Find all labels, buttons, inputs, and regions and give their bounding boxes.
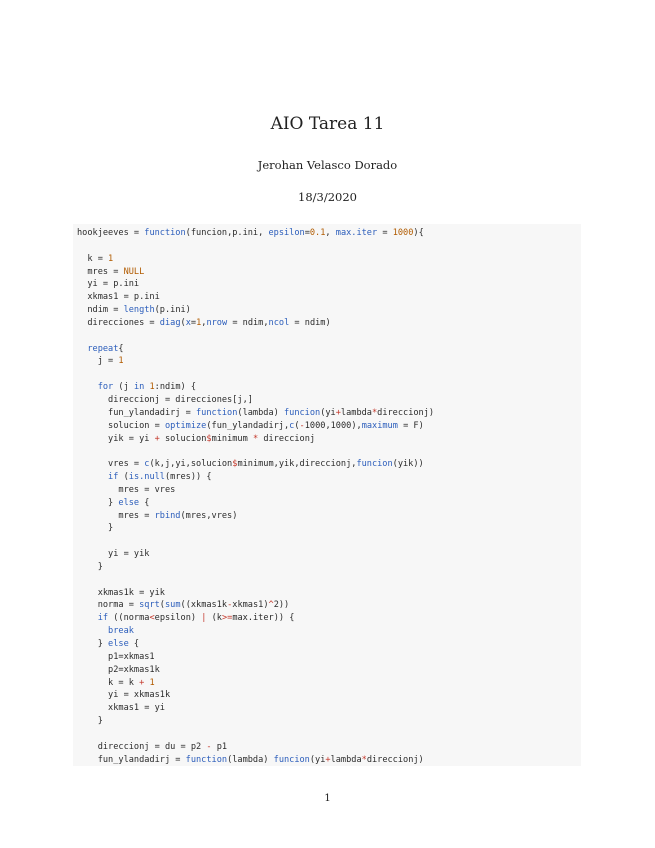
code-token: { [128,639,140,649]
code-line [77,278,581,291]
code-token: ^ [268,600,274,611]
code-token: ( [118,472,129,483]
code-token: | [201,613,207,624]
code-token: { [139,497,150,508]
code-token: xkmas1 = p.ini [77,292,160,303]
code-token: fun_ylandadirj = [77,407,196,418]
code-token: ( [294,420,300,431]
code-token: 1 [149,677,155,688]
code-token: = [190,317,197,328]
code-token: optimize [164,420,207,431]
code-token: yik = yi [77,433,155,444]
code-token: * [371,407,378,418]
code-line [77,638,581,651]
code-token: k = k [77,677,140,688]
page-number: 1 [324,793,331,804]
code-token: vres = [77,459,145,470]
code-token: is.null [128,472,165,483]
code-token: } [77,497,119,508]
code-token: yi = xkmas1k [77,690,171,701]
code-line [77,407,581,420]
code-token: sum [164,600,181,611]
code-token: :ndim) { [154,382,197,393]
code-token: in [133,382,145,393]
code-token [77,472,108,482]
code-token: p1 [211,741,228,752]
code-token: direccionj) [377,407,435,418]
code-token: (j [113,382,134,393]
code-token: } [77,716,103,727]
code-token [77,626,108,636]
code-line [77,433,581,446]
code-token: (fun_ylandadirj, [206,420,290,431]
code-token: ndim = [77,305,124,316]
code-line [77,535,581,548]
code-token: (lambda) [237,407,284,418]
code-token: mres = [77,510,155,521]
code-token: repeat [87,343,119,354]
code-token: 1 [108,253,114,264]
document-title: AIO Tarea 11 [270,114,385,134]
code-token: c [144,459,150,470]
code-line [77,368,581,381]
code-token: = F) [397,420,424,431]
code-line [77,574,581,587]
code-token: = ndim, [227,317,269,328]
code-token: xkmas1) [232,600,269,611]
code-token: lambda [340,407,372,418]
code-line [77,343,581,356]
code-line [77,266,581,279]
code-token: , [325,420,331,431]
code-token: (k,j,yi,solucion [149,459,233,470]
code-token: ((xkmas1k [180,600,228,611]
code-token: $ [232,459,238,470]
code-line [77,317,581,330]
code-token: (yi [320,407,336,418]
code-token: break [108,626,134,637]
code-token: p2=xkmas1k [77,664,160,675]
code-line [77,599,581,612]
code-line [77,304,581,317]
code-block [73,224,581,766]
code-token: = [377,228,393,238]
code-line [77,548,581,561]
code-token: else [108,639,129,649]
code-line [77,381,581,394]
code-token: hookjeeves = [77,228,145,238]
code-token: diag [159,317,181,328]
code-token: norma = [77,600,140,611]
code-token: , [325,228,336,238]
code-token: >= [221,613,233,624]
code-token: nrow [206,317,228,328]
code-token: } [77,561,103,572]
code-line [77,741,581,754]
code-token: max.iter [335,228,378,238]
code-token: if [97,613,109,624]
code-token: for [97,382,114,393]
code-token: epsilon) [154,613,202,624]
code-token: ( [159,600,165,611]
code-token: else [118,497,140,508]
code-token: ((norma [108,613,150,624]
code-line [77,330,581,343]
code-token: minimum,yik,direccionj, [237,459,357,470]
code-token: funcion [273,754,310,765]
code-token: max.iter)) { [232,613,295,624]
code-token: 1 [196,317,202,328]
code-token [77,613,98,623]
code-token: maximum [361,420,398,431]
code-token: function [144,228,186,238]
code-line [77,484,581,497]
code-token: 1000 [392,228,414,238]
code-line [77,510,581,523]
code-token: xkmas1k = yik [77,587,165,598]
code-line [77,445,581,458]
code-token: funcion [283,407,321,418]
code-line [77,612,581,625]
code-token: (yik)) [392,459,424,470]
code-token: $ [206,433,212,444]
code-line [77,227,581,240]
code-token: (funcion,p.ini, [185,228,269,238]
code-token: 0.1 [309,228,326,238]
code-token [77,344,87,354]
code-token: direccionj [258,433,316,444]
code-token: - [299,420,305,431]
code-line [77,754,581,766]
code-line [77,651,581,664]
code-token: 1 [118,356,124,367]
code-token: - [206,741,212,752]
code-token: ncol [268,317,290,328]
code-line [77,394,581,407]
code-line [77,677,581,690]
code-line [77,253,581,266]
code-token: minimum [211,433,253,444]
code-token: { [118,343,124,354]
code-token: mres = vres [77,484,176,495]
code-token: * [361,754,367,765]
code-token: 1000 [330,420,352,431]
code-token: ), [351,420,362,431]
code-line [77,497,581,510]
code-token: ){ [413,228,424,238]
code-token: NULL [123,266,145,277]
code-line [77,240,581,253]
code-line [77,471,581,484]
code-line [77,355,581,368]
code-line [77,420,581,433]
code-token: function [196,407,238,418]
code-token: < [149,613,155,624]
code-token: = ndim) [289,317,331,328]
code-token: } [77,523,114,534]
code-token: length [123,305,155,316]
code-line [77,689,581,702]
code-token: + [154,433,160,444]
code-token: mres = [77,266,124,277]
code-token: direccionj = direcciones[j,] [77,394,253,405]
code-token: solucion = [77,420,165,431]
code-token: 2 [273,600,279,611]
code-token: , [201,317,207,328]
document-date: 18/3/2020 [298,190,357,204]
code-token: )) [278,600,290,611]
code-token: direccionj) [366,754,424,765]
code-token: (mres,vres) [180,510,238,521]
code-token: + [335,407,341,418]
code-token: direcciones = [77,317,160,328]
code-token: c [289,420,295,431]
code-token: xkmas1 = yi [77,703,165,714]
code-line [77,458,581,471]
code-token: (yi [309,754,326,765]
code-token: (k [206,613,222,624]
code-token: yi = p.ini [77,279,140,290]
code-token: ( [180,317,186,328]
code-token: direccionj = du = p2 [77,741,207,752]
code-token: k = [77,253,109,264]
code-token: rbind [154,510,181,521]
code-line [77,625,581,638]
code-token [77,382,98,392]
code-token: + [139,677,145,688]
document-author: Jerohan Velasco Dorado [257,158,398,172]
code-token: 1000 [304,420,326,431]
code-token: yi = yik [77,549,150,560]
code-line [77,728,581,741]
code-token: solucion [159,433,207,444]
code-token: epsilon [268,228,305,238]
code-token: lambda [330,754,362,765]
code-line [77,664,581,677]
code-token: j = [77,356,119,367]
code-token: * [252,433,259,444]
code-token: = [304,228,310,238]
code-token: - [227,600,233,611]
code-line [77,561,581,574]
code-token: fun_ylandadirj = [77,754,186,765]
code-token: if [108,472,119,483]
code-line [77,715,581,728]
code-token: function [185,754,228,765]
code-token: 1 [149,382,155,393]
code-token: } [77,639,109,649]
code-token: p1=xkmas1 [77,651,155,662]
code-token: sqrt [139,600,160,611]
code-token: funcion [356,459,393,470]
code-line [77,522,581,535]
code-token: x [185,317,191,328]
code-token: (mres)) { [164,472,212,483]
code-line [77,702,581,715]
code-token: (lambda) [227,754,274,765]
code-line [77,291,581,304]
code-token: (p.ini) [154,305,191,316]
code-line [77,587,581,600]
code-token: + [325,754,331,765]
